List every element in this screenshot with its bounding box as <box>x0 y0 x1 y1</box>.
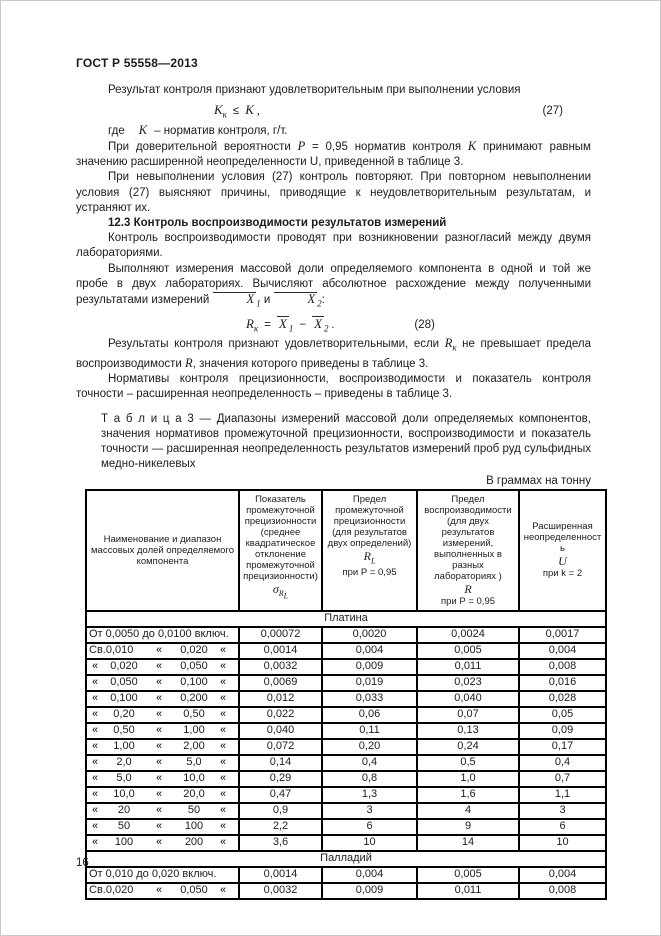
value-cell: 0,008 <box>519 883 606 899</box>
leq-sign: ≤ <box>232 105 240 118</box>
column-symbol: $R_L$ <box>363 548 376 566</box>
range-part: 5,0 <box>186 755 202 768</box>
minus-sign: − <box>299 318 307 331</box>
column-header <box>86 490 239 611</box>
range-part: 5,0 <box>116 771 132 784</box>
table-row <box>86 835 606 851</box>
range-part: « <box>91 803 99 816</box>
column-title: Предел воспроизводимости (для двух результатов измерений, выполненных в разных лабораториях ) <box>424 493 512 582</box>
range-part: « <box>91 835 99 848</box>
range-part: 10,0 <box>183 771 205 784</box>
value-cell: 3 <box>519 803 606 819</box>
range-part: « <box>219 643 227 656</box>
value-cell: 0,47 <box>239 787 322 803</box>
range-part: « <box>219 787 227 800</box>
value-cell: 0,06 <box>322 707 417 723</box>
range-part: 0,050 <box>180 659 208 672</box>
value-cell: 0,023 <box>417 675 519 691</box>
value-cell: 0,07 <box>417 707 519 723</box>
range-part: « <box>219 659 227 672</box>
text-run: Выполняют измерения массовой доли определяемого компонента в одной и той же пробе в двух лабораториях. Вычисляют абсолютное расхождение между полученными результатами измерений <box>76 262 591 307</box>
range-part: 2,00 <box>183 739 205 752</box>
symbol-R-inline: R <box>185 356 193 371</box>
value-cell: 0,0069 <box>239 675 322 691</box>
formula-28: $R_к = X$ $_1$ − X $_2$ . <box>246 315 335 334</box>
column-title: Расширенная неопределенность <box>523 521 602 555</box>
range-part: « <box>155 739 163 752</box>
range-part: « <box>155 723 163 736</box>
range-part: 0,50 <box>113 723 135 736</box>
range-part: « <box>219 819 227 832</box>
range-part: « <box>91 755 99 768</box>
table-row <box>86 739 606 755</box>
table3-header-row <box>86 490 606 611</box>
range-part: 0,050 <box>110 675 138 688</box>
range-part: « <box>91 819 99 832</box>
symbol-R-control: R <box>246 315 254 331</box>
value-cell: 0,009 <box>322 883 417 899</box>
range-cell <box>86 675 239 691</box>
column-header <box>519 490 606 611</box>
value-cell: 10 <box>519 835 606 851</box>
range-part: « <box>155 819 163 832</box>
range-part: 1,00 <box>183 723 205 736</box>
range-part: « <box>219 707 227 720</box>
table-row <box>86 771 606 787</box>
value-cell: 0,0020 <box>322 627 417 643</box>
value-cell: 0,29 <box>239 771 322 787</box>
value-cell: 0,0014 <box>239 643 322 659</box>
range-part: « <box>219 803 227 816</box>
value-cell: 0,9 <box>239 803 322 819</box>
range-part: « <box>219 835 227 848</box>
value-cell: 6 <box>519 819 606 835</box>
column-symbol: $\sigma_{R_L}$ <box>272 581 289 601</box>
value-cell: 0,4 <box>322 755 417 771</box>
value-cell: 0,0014 <box>239 867 322 883</box>
range-part: « <box>91 787 99 800</box>
value-cell: 0,0032 <box>239 659 322 675</box>
paragraph-reproducibility: Контроль воспроизводимости проводят при возникновении разногласий между двумя лабораториями. <box>76 232 591 260</box>
value-cell: 1,3 <box>322 787 417 803</box>
range-part: « <box>219 755 227 768</box>
range-cell <box>86 819 239 835</box>
equation-27 <box>76 102 591 120</box>
document-page <box>76 56 602 900</box>
paragraph-measurements <box>76 262 591 312</box>
range-part: « <box>91 723 99 736</box>
symbol-K-norm: K <box>245 102 254 118</box>
range-part: « <box>155 707 163 720</box>
page-number: 16 <box>76 857 89 869</box>
table-section-row <box>86 611 606 627</box>
value-cell: 0,09 <box>519 723 606 739</box>
range-part: « <box>91 707 99 720</box>
range-part: 50 <box>187 803 201 816</box>
range-part: 0,100 <box>110 691 138 704</box>
range-cell <box>86 643 239 659</box>
range-part: 100 <box>184 819 204 832</box>
value-cell: 2,2 <box>239 819 322 835</box>
symbol-X1-bar: X $_1$ <box>213 292 261 306</box>
column-note: при k = 2 <box>542 568 583 580</box>
column-note: при Р = 0,95 <box>342 567 397 579</box>
range-part: « <box>219 723 227 736</box>
range-part: « <box>219 739 227 752</box>
symbol-X1-bar: X <box>278 315 287 331</box>
symbol-R-control-inline: $R_к$ <box>444 336 457 353</box>
value-cell: 0,008 <box>519 659 606 675</box>
value-cell: 0,011 <box>417 883 519 899</box>
range-part: 200 <box>184 835 204 848</box>
value-cell: 1,6 <box>417 787 519 803</box>
table-section-row <box>86 851 606 867</box>
range-part: « <box>155 691 163 704</box>
value-cell: 0,033 <box>322 691 417 707</box>
formula-28-period: . <box>331 318 335 331</box>
range-part: « <box>91 691 99 704</box>
range-part: Св.0,010 <box>89 643 134 656</box>
range-part: 0,20 <box>113 707 135 720</box>
column-symbol: R <box>464 581 472 596</box>
value-cell: 6 <box>322 819 417 835</box>
symbol-K-control: K <box>214 102 223 118</box>
value-cell: 0,8 <box>322 771 417 787</box>
value-cell: 1,1 <box>519 787 606 803</box>
column-note: при Р = 0,95 <box>440 595 496 607</box>
equation-28 <box>76 316 591 334</box>
range-cell <box>86 659 239 675</box>
range-part: 0,50 <box>183 707 205 720</box>
table-row <box>86 803 606 819</box>
value-cell: 0,0017 <box>519 627 606 643</box>
range-part: Св.0,020 <box>89 883 134 896</box>
table-row <box>86 691 606 707</box>
value-cell: 0,012 <box>239 691 322 707</box>
range-part: 100 <box>114 835 134 848</box>
column-title: Наименование и диапазон массовых долей определяемого компонента <box>91 533 234 567</box>
range-part: « <box>155 755 163 768</box>
range-part: « <box>219 675 227 688</box>
paragraph-condition: Результат контроля признают удовлетворительным при выполнении условия <box>108 84 521 96</box>
value-cell: 0,016 <box>519 675 606 691</box>
range-part: 20,0 <box>183 787 205 800</box>
table-row <box>86 659 606 675</box>
doc-header: ГОСТ Р 55558—2013 <box>76 56 198 70</box>
paragraph-repeat-control: При невыполнении условия (27) контроль повторяют. При повторном невыполнении условия (27) выясняют причины, приводящие к неудовлетворительным результатам, и устраняют их. <box>76 171 591 214</box>
table-row <box>86 723 606 739</box>
column-header <box>417 490 519 611</box>
column-header <box>322 490 417 611</box>
symbol-R-control-sub: к <box>253 323 259 334</box>
equals-sign: = <box>264 318 271 331</box>
table-row <box>86 707 606 723</box>
range-part: « <box>155 643 163 656</box>
table-row <box>86 643 606 659</box>
range-cell <box>86 771 239 787</box>
range-part: 2,0 <box>116 755 132 768</box>
range-cell <box>86 723 239 739</box>
range-part: 0,020 <box>110 659 138 672</box>
range-part: « <box>155 883 163 896</box>
value-cell: 1,0 <box>417 771 519 787</box>
symbol-K-norm-inline: К <box>138 122 148 137</box>
range-cell: От 0,0050 до 0,0100 включ. <box>86 627 239 643</box>
value-cell: 0,011 <box>417 659 519 675</box>
range-part: « <box>155 771 163 784</box>
formula-27 <box>214 102 260 120</box>
range-part: 0,200 <box>180 691 208 704</box>
range-cell <box>86 835 239 851</box>
range-part: « <box>91 675 99 688</box>
range-part: « <box>155 787 163 800</box>
symbol-X2-bar: X <box>314 315 323 331</box>
value-cell: 0,009 <box>322 659 417 675</box>
paragraph-probability <box>76 139 591 170</box>
range-part: « <box>91 739 99 752</box>
value-cell: 3,6 <box>239 835 322 851</box>
table-row <box>86 819 606 835</box>
range-part: « <box>91 771 99 784</box>
range-part: 0,100 <box>180 675 208 688</box>
table3-caption <box>101 412 591 472</box>
value-cell: 0,11 <box>322 723 417 739</box>
range-part: 20 <box>117 803 131 816</box>
value-cell: 0,0032 <box>239 883 322 899</box>
column-title: Предел промежуточной прецизионности (для результатов двух определений) <box>327 493 412 549</box>
table-row <box>86 627 606 643</box>
value-cell: 0,072 <box>239 739 322 755</box>
range-cell <box>86 739 239 755</box>
value-cell: 9 <box>417 819 519 835</box>
text-run: и <box>263 294 271 307</box>
table-section-header: Палладий <box>86 851 606 867</box>
table3-caption-text: Диапазоны измерений массовой доли определяемых компонентов, значения нормативов промежуточной прецизионности, воспроизводимости и показатель точности — расширенная неопределенность результатов измерений проб руд сульфидных медно-никелевых <box>101 412 591 470</box>
table-row <box>86 755 606 771</box>
range-part: « <box>155 659 163 672</box>
range-part: « <box>155 835 163 848</box>
value-cell: 0,4 <box>519 755 606 771</box>
value-cell: 0,13 <box>417 723 519 739</box>
range-part: « <box>155 675 163 688</box>
value-cell: 0,17 <box>519 739 606 755</box>
value-cell: 0,0024 <box>417 627 519 643</box>
table-row <box>86 867 606 883</box>
range-part: « <box>219 883 227 896</box>
paragraph-norms: Нормативы контроля прецизионности, воспроизводимости и показатель контроля точности – расширенная неопределенность – приведены в таблице 3. <box>76 373 591 401</box>
value-cell: 0,019 <box>322 675 417 691</box>
paragraph-where <box>76 123 591 139</box>
range-part: « <box>219 771 227 784</box>
table-row <box>86 883 606 899</box>
where-definition: – норматив контроля, г/т. <box>154 124 288 137</box>
column-symbol: U <box>558 554 567 569</box>
value-cell: 0,005 <box>417 867 519 883</box>
value-cell: 0,004 <box>322 867 417 883</box>
units-note: В граммах на тонну <box>486 474 591 487</box>
range-part: 50 <box>117 819 131 832</box>
text-run: принимают равным значению расширенной неопределенности U, приведенной в таблице 3. <box>76 141 591 169</box>
value-cell: 0,00072 <box>239 627 322 643</box>
symbol-P-italic: Р <box>297 139 306 153</box>
range-cell <box>86 691 239 707</box>
value-cell: 0,5 <box>417 755 519 771</box>
table-section-header: Платина <box>86 611 606 627</box>
table-row <box>86 675 606 691</box>
value-cell: 10 <box>322 835 417 851</box>
value-cell: 0,004 <box>519 867 606 883</box>
paragraph-results <box>76 336 591 372</box>
range-cell <box>86 803 239 819</box>
text-run: Результаты контроля признают удовлетворительными, если <box>108 338 440 351</box>
value-cell: 0,14 <box>239 755 322 771</box>
range-cell <box>86 883 239 899</box>
value-cell: 0,7 <box>519 771 606 787</box>
value-cell: 0,24 <box>417 739 519 755</box>
table3-caption-label: Т а б л и ц а 3 — <box>101 412 211 425</box>
range-cell <box>86 755 239 771</box>
value-cell: 0,05 <box>519 707 606 723</box>
text-run: , значения которого приведены в таблице 3. <box>192 358 429 371</box>
value-cell: 3 <box>322 803 417 819</box>
formula-27-comma: , <box>256 105 260 118</box>
table3-wrap <box>85 489 602 900</box>
table-row <box>86 787 606 803</box>
equation-number-27: (27) <box>542 105 563 117</box>
text-run: При доверительной вероятности <box>108 141 291 153</box>
range-part: 0,020 <box>180 643 208 656</box>
value-cell: 0,022 <box>239 707 322 723</box>
table3-body <box>86 611 606 899</box>
value-cell: 14 <box>417 835 519 851</box>
range-cell <box>86 787 239 803</box>
range-part: 0,050 <box>180 883 208 896</box>
equation-number-28: (28) <box>414 318 435 331</box>
range-cell: От 0,010 до 0,020 включ. <box>86 867 239 883</box>
value-cell: 0,028 <box>519 691 606 707</box>
heading-12-3: 12.3 Контроль воспроизводимости результатов измерений <box>108 217 447 230</box>
value-cell: 0,040 <box>239 723 322 739</box>
column-title: Показатель промежуточной прецизионности (среднее квадратическое отклонение промежуточной прецизионности) <box>243 493 318 582</box>
symbol-K-control-sub: к <box>222 109 227 120</box>
value-cell: 0,004 <box>322 643 417 659</box>
colon: : <box>321 294 325 307</box>
column-header <box>239 490 322 611</box>
text-run: не превышает предела воспроизводимости <box>76 338 592 371</box>
range-part: 10,0 <box>113 787 135 800</box>
value-cell: 4 <box>417 803 519 819</box>
range-cell <box>86 707 239 723</box>
text-run: = 0,95 норматив контроля <box>312 141 462 153</box>
value-cell: 0,20 <box>322 739 417 755</box>
symbol-K-italic: К <box>467 139 477 153</box>
where-word: где <box>108 124 125 137</box>
range-part: « <box>219 691 227 704</box>
range-part: « <box>155 803 163 816</box>
range-part: 1,00 <box>113 739 135 752</box>
table3 <box>85 489 607 900</box>
symbol-X2-bar: X $_2$ <box>274 292 322 306</box>
range-part: « <box>91 659 99 672</box>
value-cell: 0,005 <box>417 643 519 659</box>
value-cell: 0,040 <box>417 691 519 707</box>
value-cell: 0,004 <box>519 643 606 659</box>
